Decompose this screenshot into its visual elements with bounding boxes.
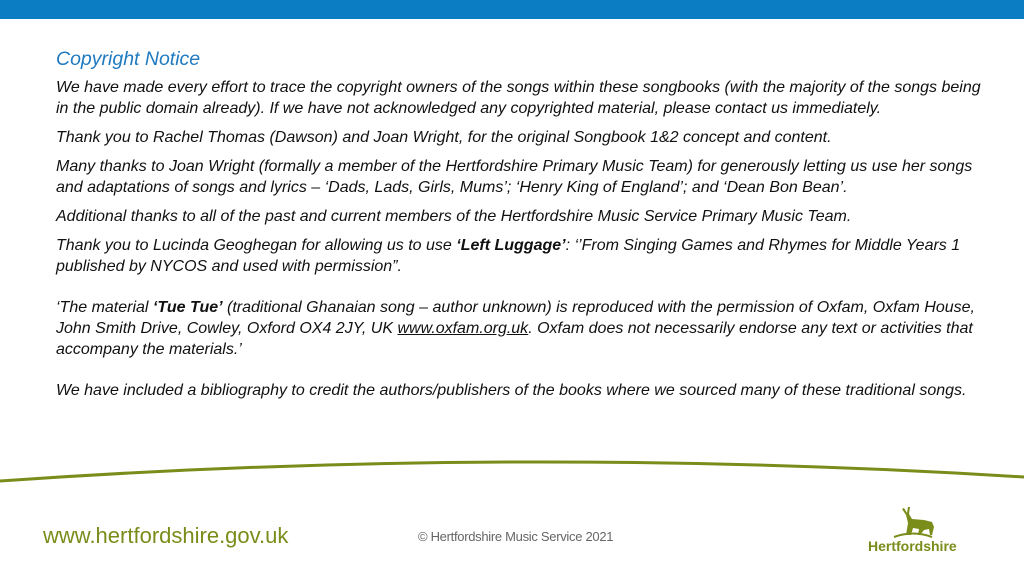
left-luggage-title: ‘Left Luggage’ bbox=[456, 237, 566, 254]
paragraph-copyright-effort: We have made every effort to trace the copyright owners of the songs within these songbooks (with the majority of the songs being in the public domain already). If we have not acknowledged any copyrighted material, please contact us immediately. bbox=[56, 79, 981, 117]
left-luggage-post: : ‘’From Singing Games and Rhymes for Middle Years 1 published by NYCOS and used with permission”. bbox=[56, 237, 961, 275]
paragraph-tue-tue bbox=[56, 297, 986, 360]
tue-tue-post: . Oxfam does not necessarily endorse any text or activities that accompany the materials.’ bbox=[56, 320, 973, 358]
tue-tue-title: ‘Tue Tue’ bbox=[152, 299, 223, 316]
tue-tue-pre: ‘The material bbox=[56, 299, 153, 316]
page-title: Copyright Notice bbox=[56, 48, 201, 70]
paragraph-left-luggage bbox=[56, 235, 986, 277]
tue-tue-mid: (traditional Ghanaian song – author unknown) is reproduced with the permission of Oxfam, Oxfam House, John Smith Drive, Cowley, Oxford OX4 2JY, UK bbox=[56, 299, 975, 337]
footer-website-url[interactable]: www.hertfordshire.gov.uk bbox=[43, 523, 289, 548]
top-accent-bar bbox=[0, 0, 1024, 19]
paragraph-thanks-joan: Many thanks to Joan Wright (formally a member of the Hertfordshire Primary Music Team) for generously letting us use her songs and adaptations of songs and lyrics – ‘Dads, Lads, Girls, Mums’; ‘Henry King of England’; and ‘Dean Bon Bean’. bbox=[56, 158, 973, 196]
left-luggage-pre: Thank you to Lucinda Geoghegan for allowing us to use bbox=[56, 237, 457, 254]
oxfam-link[interactable]: www.oxfam.org.uk bbox=[397, 320, 529, 337]
paragraph-thanks-original: Thank you to Rachel Thomas (Dawson) and Joan Wright, for the original Songbook 1&2 concept and content. bbox=[56, 129, 832, 146]
paragraph-thanks-team: Additional thanks to all of the past and current members of the Hertfordshire Music Service Primary Music Team. bbox=[56, 208, 852, 225]
footer-copyright: © Hertfordshire Music Service 2021 bbox=[418, 529, 614, 544]
main-content bbox=[56, 48, 986, 409]
paragraph-bibliography: We have included a bibliography to credit the authors/publishers of the books where we sourced many of these traditional songs. bbox=[56, 382, 967, 399]
footer-divider-curve bbox=[0, 455, 1024, 495]
logo-text: Hertfordshire bbox=[868, 538, 957, 554]
